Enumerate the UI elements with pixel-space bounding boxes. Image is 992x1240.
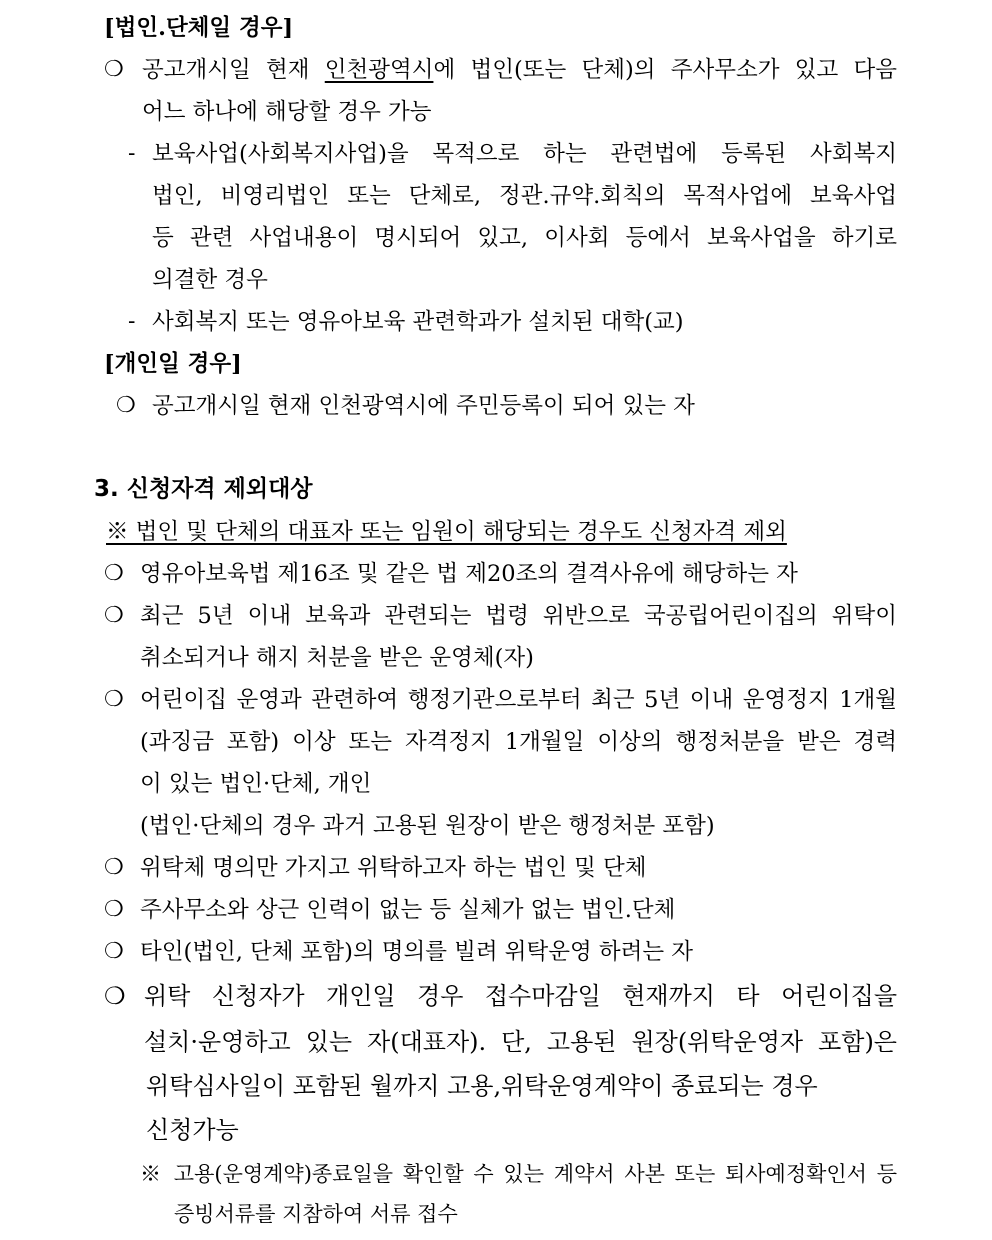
corp-dash1-line3: 등 관련 사업내용이 명시되어 있고, 이사회 등에서 보육사업을 하기로 bbox=[152, 225, 897, 251]
person-bullet: 공고개시일 현재 인천광역시에 주민등록이 되어 있는 자 bbox=[152, 393, 695, 419]
exclusion-item-3-line4: (법인·단체의 경우 과거 고용된 원장이 받은 행정처분 포함) bbox=[140, 813, 715, 839]
bullet-icon: ❍ bbox=[104, 561, 124, 586]
exclusion-note-line1: ※ 고용(운영계약)종료일을 확인할 수 있는 계약서 사본 또는 퇴사예정확인서 등 bbox=[140, 1162, 897, 1186]
bullet-icon: ❍ bbox=[104, 897, 124, 922]
person-heading: [개인일 경우] bbox=[104, 351, 242, 377]
exclusion-item-3-line2: (과징금 포함) 이상 또는 자격정지 1개월일 이상의 행정처분을 받은 경력 bbox=[140, 729, 897, 755]
exclusion-item-7-line2: 설치·운영하고 있는 자(대표자). 단, 고용된 원장(위탁운영자 포함)은 bbox=[144, 1028, 897, 1056]
corp-dash1-line1: 보육사업(사회복지사업)을 목적으로 하는 관련법에 등록된 사회복지 bbox=[152, 141, 897, 167]
bullet-icon: ❍ bbox=[104, 939, 124, 964]
exclusion-item-7-line1: 위탁 신청자가 개인일 경우 접수마감일 현재까지 타 어린이집을 bbox=[144, 982, 897, 1010]
exclusion-item-7-line4: 신청가능 bbox=[146, 1116, 239, 1144]
bullet-icon: ❍ bbox=[104, 855, 124, 880]
exclusion-item-6: 타인(법인, 단체 포함)의 명의를 빌려 위탁운영 하려는 자 bbox=[140, 939, 693, 965]
section3-note: ※ 법인 및 단체의 대표자 또는 임원이 해당되는 경우도 신청자격 제외 bbox=[106, 519, 787, 545]
dash-icon: - bbox=[128, 141, 136, 166]
bullet-icon: ❍ bbox=[116, 393, 136, 418]
bullet-icon: ❍ bbox=[104, 603, 124, 628]
corp-bullet-line1: 공고개시일 현재 인천광역시에 법인(또는 단체)의 주사무소가 있고 다음 bbox=[142, 57, 897, 83]
exclusion-note-line2: 증빙서류를 지참하여 서류 접수 bbox=[174, 1202, 458, 1226]
exclusion-item-3-line3: 이 있는 법인·단체, 개인 bbox=[140, 771, 372, 797]
bullet-icon: ❍ bbox=[104, 57, 124, 82]
corp-heading: [법인.단체일 경우] bbox=[104, 15, 294, 41]
bullet-icon: ❍ bbox=[104, 982, 126, 1010]
exclusion-item-2-line2: 취소되거나 해지 처분을 받은 운영체(자) bbox=[140, 645, 534, 671]
corp-bullet-line2: 어느 하나에 해당할 경우 가능 bbox=[142, 99, 432, 125]
dash-icon: - bbox=[128, 309, 136, 334]
corp-dash1-line2: 법인, 비영리법인 또는 단체로, 정관.규약.회칙의 목적사업에 보육사업 bbox=[152, 183, 897, 209]
bullet-icon: ❍ bbox=[104, 687, 124, 712]
exclusion-item-4: 위탁체 명의만 가지고 위탁하고자 하는 법인 및 단체 bbox=[140, 855, 647, 881]
exclusion-item-2-line1: 최근 5년 이내 보육과 관련되는 법령 위반으로 국공립어린이집의 위탁이 bbox=[140, 603, 897, 629]
section3-title: 3. 신청자격 제외대상 bbox=[94, 476, 313, 502]
corp-dash1-line4: 의결한 경우 bbox=[152, 267, 268, 293]
exclusion-item-5: 주사무소와 상근 인력이 없는 등 실체가 없는 법인.단체 bbox=[140, 897, 676, 923]
exclusion-item-7-line3: 위탁심사일이 포함된 월까지 고용,위탁운영계약이 종료되는 경우 bbox=[146, 1072, 818, 1100]
exclusion-item-3-line1: 어린이집 운영과 관련하여 행정기관으로부터 최근 5년 이내 운영정지 1개월 bbox=[140, 687, 897, 713]
incheon-underlined: 인천광역시 bbox=[324, 57, 434, 83]
exclusion-item-1: 영유아보육법 제16조 및 같은 법 제20조의 결격사유에 해당하는 자 bbox=[140, 561, 798, 587]
corp-dash2: 사회복지 또는 영유아보육 관련학과가 설치된 대학(교) bbox=[152, 309, 684, 335]
